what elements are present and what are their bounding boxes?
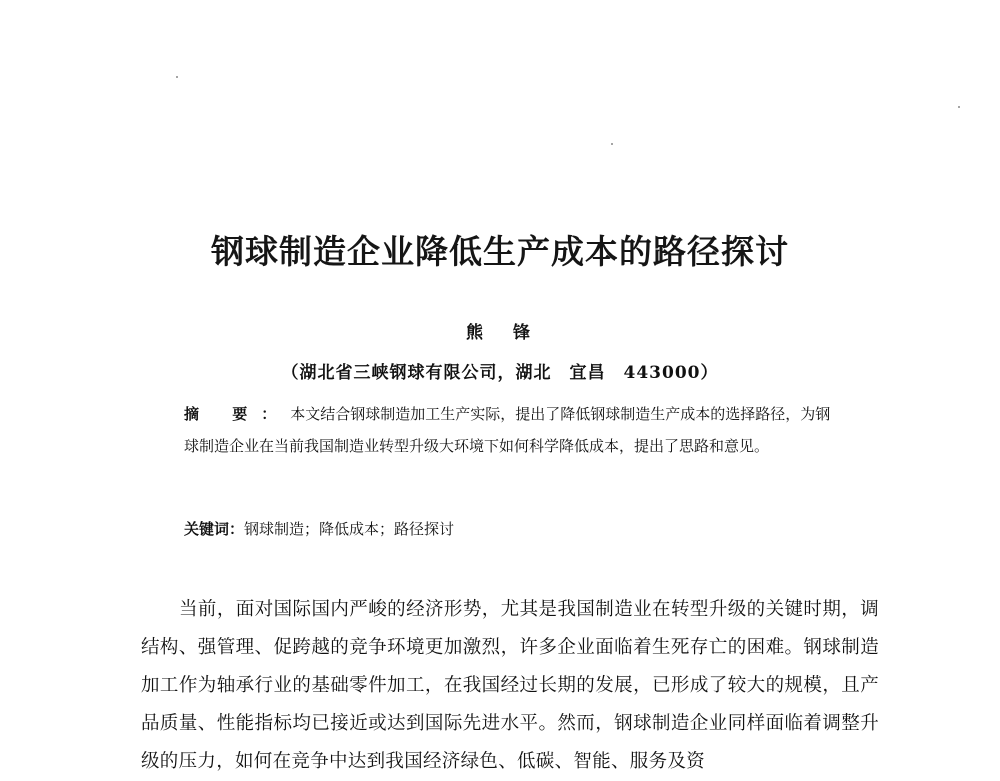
scan-speck [958,106,960,108]
scan-speck [611,143,613,145]
keywords-label: 关键词： [184,520,245,538]
keywords-text: 钢球制造；降低成本；路径探讨 [244,520,455,538]
paper-title: 钢球制造企业降低生产成本的路径探讨 [211,232,789,271]
author-name: 熊 锋 [466,323,542,343]
author-affiliation: （湖北省三峡钢球有限公司，湖北 宜昌 443000） [281,363,719,383]
scan-speck [176,76,178,78]
abstract-label: 摘 要： [184,405,291,423]
keywords [184,517,844,541]
body-paragraph: 当前，面对国际国内严峻的经济形势，尤其是我国制造业在转型升级的关键时期，调结构、强管理、促跨越的竞争环境更加激烈，许多企业面临着生死存亡的困难。钢球制造加工作为轴承行业的基础零件加工，在我国经过长期的发展，已形成了较大的规模，且产品质量、性能指标均已接近或达到国际先进水平。然而，钢球制造企业同样面临着调整升级的压力，如何在竞争中达到我国经济绿色、低碳、智能、服务及资 [141,599,879,772]
abstract [184,398,844,462]
abstract-text: 本文结合钢球制造加工生产实际，提出了降低钢球制造生产成本的选择路径，为钢球制造企业在当前我国制造业转型升级大环境下如何科学降低成本，提出了思路和意见。 [184,405,831,455]
